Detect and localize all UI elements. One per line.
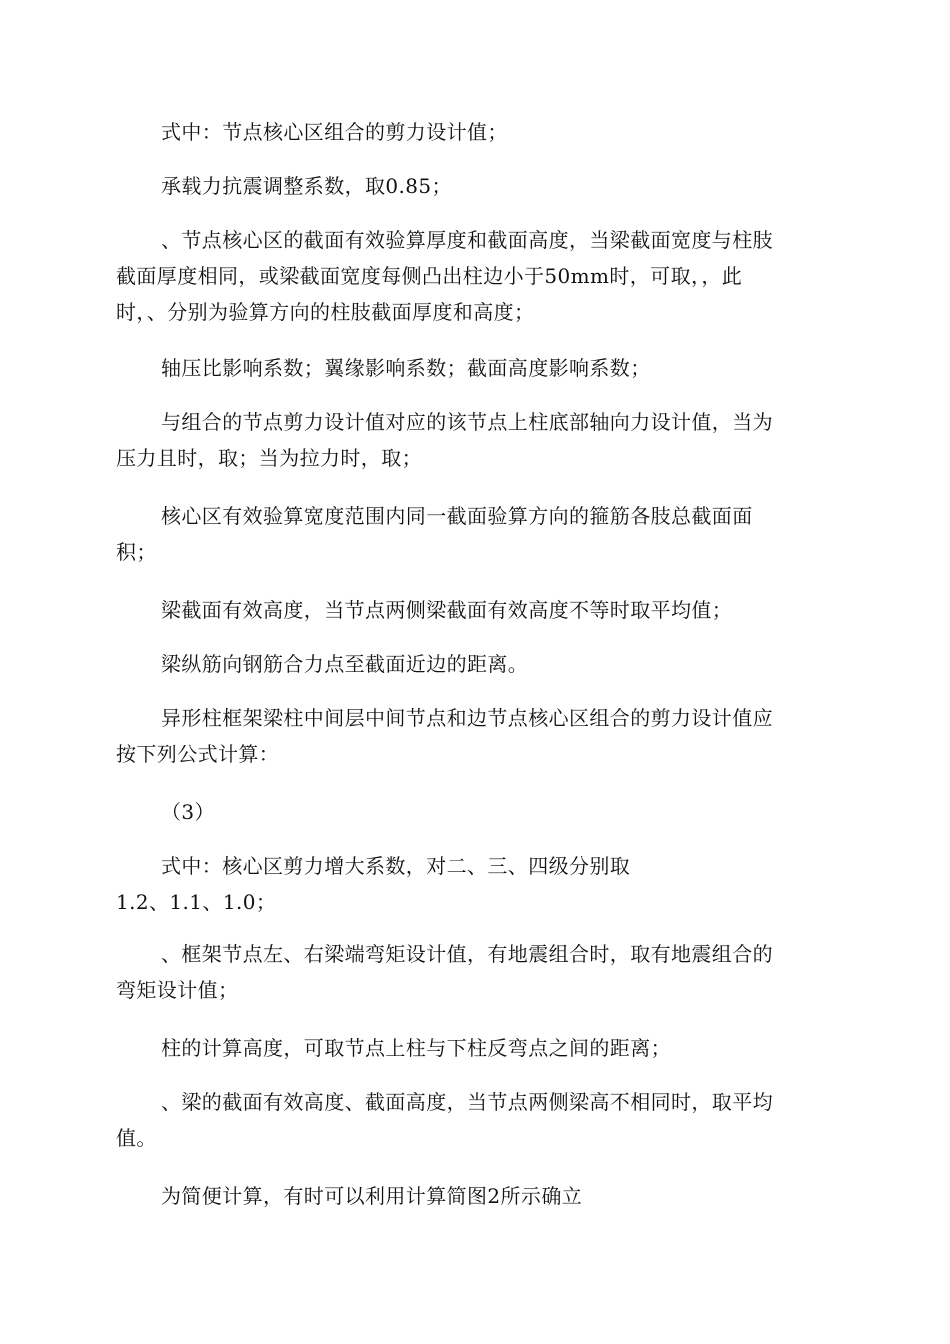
paragraph-1 — [116, 114, 836, 150]
paragraph-line: 按下列公式计算： — [116, 742, 280, 766]
paragraph-5 — [116, 404, 836, 476]
paragraph-2 — [116, 168, 836, 204]
paragraph-10 — [116, 794, 836, 830]
paragraph-line: 、框架节点左、右梁端弯矩设计值，有地震组合时，取有地震组合的 — [161, 942, 773, 966]
paragraph-line: 承载力抗震调整系数，取0.85； — [161, 174, 452, 198]
paragraph-14 — [116, 1084, 836, 1156]
paragraph-11 — [116, 848, 836, 920]
paragraph-9 — [116, 700, 836, 772]
paragraph-line: 值。 — [116, 1126, 157, 1150]
paragraph-line: 、节点核心区的截面有效验算厚度和截面高度，当梁截面宽度与柱肢 — [161, 228, 773, 252]
paragraph-line: 1.2、1.1、1.0； — [116, 890, 277, 914]
paragraph-line: 式中：核心区剪力增大系数，对二、三、四级分别取 — [161, 854, 631, 878]
paragraph-12 — [116, 936, 836, 1008]
paragraph-line: 柱的计算高度，可取节点上柱与下柱反弯点之间的距离； — [161, 1036, 671, 1060]
paragraph-line: （3） — [161, 800, 215, 824]
paragraph-6 — [116, 498, 836, 570]
paragraph-line: 为简便计算，有时可以利用计算简图2所示确立 — [161, 1184, 583, 1208]
paragraph-3 — [116, 222, 836, 330]
paragraph-line: 、梁的截面有效高度、截面高度，当节点两侧梁高不相同时，取平均 — [161, 1090, 773, 1114]
paragraph-line: 异形柱框架梁柱中间层中间节点和边节点核心区组合的剪力设计值应 — [161, 706, 773, 730]
paragraph-line: 梁纵筋向钢筋合力点至截面近边的距离。 — [161, 652, 529, 676]
paragraph-8 — [116, 646, 836, 682]
paragraph-line: 与组合的节点剪力设计值对应的该节点上柱底部轴向力设计值，当为 — [161, 410, 773, 434]
paragraph-line: 梁截面有效高度，当节点两侧梁截面有效高度不等时取平均值； — [161, 598, 733, 622]
paragraph-7 — [116, 592, 836, 628]
paragraph-line: 弯矩设计值； — [116, 978, 239, 1002]
paragraph-line: 轴压比影响系数；翼缘影响系数；截面高度影响系数； — [161, 356, 651, 380]
paragraph-line: 式中：节点核心区组合的剪力设计值； — [161, 120, 508, 144]
paragraph-line: 积； — [116, 540, 157, 564]
paragraph-15 — [116, 1178, 836, 1214]
paragraph-line: 压力且时，取；当为拉力时，取； — [116, 446, 422, 470]
paragraph-13 — [116, 1030, 836, 1066]
paragraph-line: 截面厚度相同，或梁截面宽度每侧凸出柱边小于50mm时，可取，，此 — [116, 264, 743, 288]
paragraph-4 — [116, 350, 836, 386]
paragraph-line: 核心区有效验算宽度范围内同一截面验算方向的箍筋各肢总截面面 — [161, 504, 753, 528]
paragraph-line: 时，、分别为验算方向的柱肢截面厚度和高度； — [116, 300, 535, 324]
